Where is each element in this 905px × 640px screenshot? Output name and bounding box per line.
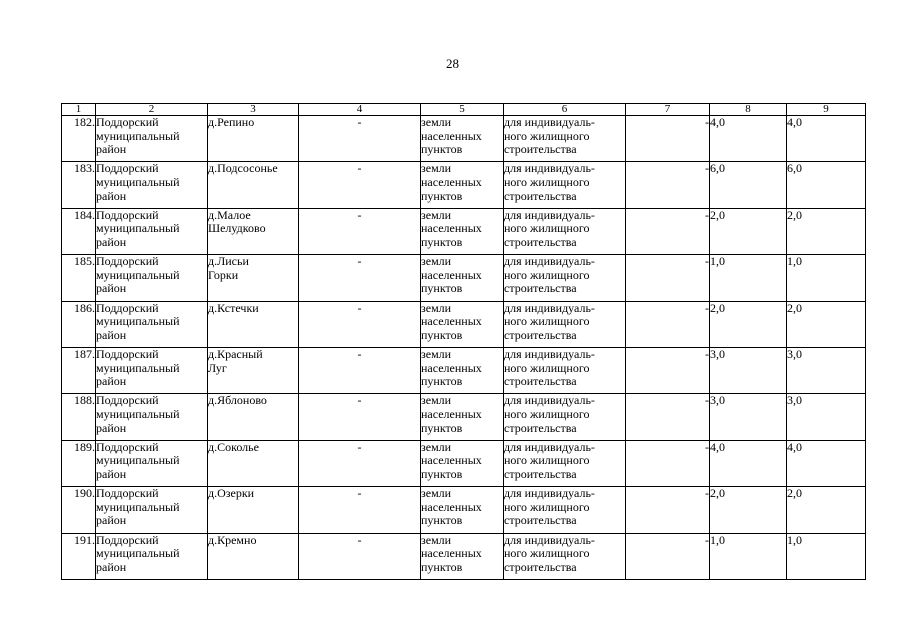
district-line: муниципальный [96, 221, 180, 236]
header-cell: 3 [208, 104, 299, 116]
settlement-cell [208, 347, 299, 393]
land-allocation-table [61, 103, 866, 580]
permitted-use-cell [504, 440, 626, 486]
table-row [62, 301, 866, 347]
settlement-line: д.Соколье [208, 439, 259, 454]
table-row [62, 347, 866, 393]
district-cell [96, 208, 208, 254]
header-cell: 5 [421, 104, 504, 116]
category-line: населенных [421, 267, 482, 282]
column-8-value-cell: 6,0 [710, 162, 787, 208]
column-9-value-cell: 6,0 [787, 162, 866, 208]
district-cell [96, 116, 208, 162]
column-4-cell: - [299, 440, 421, 486]
district-line: муниципальный [96, 453, 180, 468]
district-line: район [96, 466, 127, 481]
land-category-cell [421, 301, 504, 347]
district-line: район [96, 559, 127, 574]
settlement-line: д.Подсосонье [208, 161, 278, 176]
table-row [62, 116, 866, 162]
settlement-cell [208, 487, 299, 533]
column-4-cell: - [299, 347, 421, 393]
category-line: населенных [421, 174, 482, 189]
district-line: район [96, 327, 127, 342]
category-line: населенных [421, 360, 482, 375]
header-cell: 4 [299, 104, 421, 116]
category-line: населенных [421, 453, 482, 468]
use-line: строительства [504, 327, 577, 342]
district-line: муниципальный [96, 499, 180, 514]
district-cell [96, 440, 208, 486]
category-line: земли [421, 300, 452, 315]
category-line: пунктов [421, 281, 463, 296]
column-4-cell: - [299, 533, 421, 579]
settlement-cell [208, 394, 299, 440]
category-line: пунктов [421, 188, 463, 203]
column-4-cell: - [299, 162, 421, 208]
category-line: земли [421, 393, 452, 408]
category-line: пунктов [421, 513, 463, 528]
column-9-value-cell: 2,0 [787, 487, 866, 533]
district-line: район [96, 281, 127, 296]
land-category-cell [421, 533, 504, 579]
district-line: муниципальный [96, 406, 180, 421]
column-9-value-cell: 1,0 [787, 255, 866, 301]
category-line: пунктов [421, 374, 463, 389]
column-7-cell: - [626, 347, 710, 393]
header-cell: 9 [787, 104, 866, 116]
column-4-cell: - [299, 301, 421, 347]
column-7-cell: - [626, 487, 710, 533]
column-7-cell: - [626, 255, 710, 301]
column-9-value-cell: 4,0 [787, 440, 866, 486]
table-row [62, 394, 866, 440]
table-row [62, 255, 866, 301]
category-line: населенных [421, 314, 482, 329]
table-row [62, 162, 866, 208]
table-row [62, 440, 866, 486]
column-number-header [62, 104, 866, 116]
district-line: район [96, 234, 127, 249]
use-line: строительства [504, 234, 577, 249]
district-line: район [96, 188, 127, 203]
district-cell [96, 533, 208, 579]
column-7-cell: - [626, 394, 710, 440]
category-line: земли [421, 115, 452, 129]
category-line: земли [421, 207, 452, 222]
row-number-cell: 183. [62, 162, 96, 208]
settlement-line: д.Малое [208, 207, 251, 222]
row-number-cell: 191. [62, 533, 96, 579]
column-7-cell: - [626, 116, 710, 162]
settlement-cell [208, 301, 299, 347]
row-number-cell: 188. [62, 394, 96, 440]
permitted-use-cell [504, 116, 626, 162]
district-cell [96, 301, 208, 347]
column-4-cell: - [299, 208, 421, 254]
use-line: для индивидуаль- [504, 532, 595, 547]
use-line: для индивидуаль- [504, 393, 595, 408]
use-line: строительства [504, 559, 577, 574]
district-line: Поддорский [96, 393, 159, 408]
district-cell [96, 394, 208, 440]
district-line: район [96, 513, 127, 528]
permitted-use-cell [504, 533, 626, 579]
column-8-value-cell: 1,0 [710, 255, 787, 301]
settlement-line: д.Озерки [208, 486, 255, 501]
column-8-value-cell: 1,0 [710, 533, 787, 579]
land-category-cell [421, 208, 504, 254]
row-number-cell: 186. [62, 301, 96, 347]
header-cell: 2 [96, 104, 208, 116]
district-line: район [96, 374, 127, 389]
use-line: строительства [504, 188, 577, 203]
category-line: земли [421, 532, 452, 547]
category-line: земли [421, 254, 452, 269]
use-line: ного жилищного [504, 314, 590, 329]
district-line: Поддорский [96, 439, 159, 454]
category-line: пунктов [421, 327, 463, 342]
land-category-cell [421, 440, 504, 486]
district-line: Поддорский [96, 532, 159, 547]
column-9-value-cell: 4,0 [787, 116, 866, 162]
use-line: ного жилищного [504, 499, 590, 514]
settlement-line: д.Репино [208, 115, 255, 129]
district-cell [96, 487, 208, 533]
column-4-cell: - [299, 394, 421, 440]
category-line: земли [421, 346, 452, 361]
settlement-line: д.Яблоново [208, 393, 267, 408]
row-number-cell: 190. [62, 487, 96, 533]
settlement-line: Горки [208, 267, 239, 282]
district-line: муниципальный [96, 314, 180, 329]
use-line: ного жилищного [504, 221, 590, 236]
category-line: населенных [421, 406, 482, 421]
permitted-use-cell [504, 487, 626, 533]
row-number-cell: 187. [62, 347, 96, 393]
settlement-line: д.Красный [208, 346, 263, 361]
row-number-cell: 185. [62, 255, 96, 301]
use-line: ного жилищного [504, 406, 590, 421]
category-line: пунктов [421, 142, 463, 157]
use-line: для индивидуаль- [504, 207, 595, 222]
permitted-use-cell [504, 347, 626, 393]
column-7-cell: - [626, 440, 710, 486]
category-line: пунктов [421, 420, 463, 435]
land-category-cell [421, 162, 504, 208]
column-8-value-cell: 4,0 [710, 440, 787, 486]
header-cell: 8 [710, 104, 787, 116]
settlement-line: Шелудково [208, 221, 266, 236]
category-line: пунктов [421, 559, 463, 574]
land-category-cell [421, 116, 504, 162]
use-line: для индивидуаль- [504, 161, 595, 176]
column-8-value-cell: 2,0 [710, 487, 787, 533]
row-number-cell: 189. [62, 440, 96, 486]
column-7-cell: - [626, 162, 710, 208]
category-line: населенных [421, 221, 482, 236]
header-cell: 7 [626, 104, 710, 116]
use-line: для индивидуаль- [504, 439, 595, 454]
column-4-cell: - [299, 116, 421, 162]
district-cell [96, 347, 208, 393]
land-category-cell [421, 394, 504, 440]
use-line: для индивидуаль- [504, 254, 595, 269]
column-4-cell: - [299, 255, 421, 301]
permitted-use-cell [504, 301, 626, 347]
permitted-use-cell [504, 162, 626, 208]
column-9-value-cell: 1,0 [787, 533, 866, 579]
row-number-cell: 182. [62, 116, 96, 162]
use-line: ного жилищного [504, 267, 590, 282]
district-line: район [96, 420, 127, 435]
district-line: Поддорский [96, 115, 159, 129]
use-line: ного жилищного [504, 453, 590, 468]
district-line: муниципальный [96, 267, 180, 282]
use-line: строительства [504, 513, 577, 528]
column-8-value-cell: 3,0 [710, 394, 787, 440]
column-7-cell: - [626, 208, 710, 254]
use-line: строительства [504, 281, 577, 296]
column-8-value-cell: 2,0 [710, 208, 787, 254]
category-line: населенных [421, 546, 482, 561]
permitted-use-cell [504, 255, 626, 301]
district-line: Поддорский [96, 161, 159, 176]
page-number: 28 [446, 56, 459, 71]
header-cell: 1 [62, 104, 96, 116]
category-line: населенных [421, 128, 482, 143]
settlement-cell [208, 116, 299, 162]
use-line: ного жилищного [504, 546, 590, 561]
settlement-line: д.Лисьи [208, 254, 249, 269]
table-row [62, 487, 866, 533]
district-line: Поддорский [96, 254, 159, 269]
permitted-use-cell [504, 208, 626, 254]
header-cell: 6 [504, 104, 626, 116]
district-line: Поддорский [96, 207, 159, 222]
use-line: для индивидуаль- [504, 486, 595, 501]
column-8-value-cell: 4,0 [710, 116, 787, 162]
use-line: строительства [504, 420, 577, 435]
settlement-cell [208, 162, 299, 208]
permitted-use-cell [504, 394, 626, 440]
column-9-value-cell: 2,0 [787, 208, 866, 254]
use-line: для индивидуаль- [504, 346, 595, 361]
district-line: Поддорский [96, 346, 159, 361]
category-line: земли [421, 439, 452, 454]
column-9-value-cell: 3,0 [787, 347, 866, 393]
column-8-value-cell: 2,0 [710, 301, 787, 347]
settlement-line: д.Кремно [208, 532, 257, 547]
use-line: строительства [504, 142, 577, 157]
settlement-cell [208, 533, 299, 579]
district-line: Поддорский [96, 486, 159, 501]
district-line: район [96, 142, 127, 157]
use-line: строительства [504, 374, 577, 389]
column-9-value-cell: 3,0 [787, 394, 866, 440]
settlement-cell [208, 440, 299, 486]
use-line: ного жилищного [504, 128, 590, 143]
district-line: муниципальный [96, 546, 180, 561]
district-line: Поддорский [96, 300, 159, 315]
land-category-cell [421, 255, 504, 301]
category-line: земли [421, 161, 452, 176]
use-line: строительства [504, 466, 577, 481]
category-line: пунктов [421, 466, 463, 481]
use-line: ного жилищного [504, 360, 590, 375]
column-7-cell: - [626, 301, 710, 347]
column-7-cell: - [626, 533, 710, 579]
column-9-value-cell: 2,0 [787, 301, 866, 347]
category-line: земли [421, 486, 452, 501]
row-number-cell: 184. [62, 208, 96, 254]
category-line: пунктов [421, 234, 463, 249]
use-line: ного жилищного [504, 174, 590, 189]
category-line: населенных [421, 499, 482, 514]
district-cell [96, 162, 208, 208]
district-cell [96, 255, 208, 301]
settlement-line: д.Кстечки [208, 300, 259, 315]
column-4-cell: - [299, 487, 421, 533]
land-category-cell [421, 487, 504, 533]
district-line: муниципальный [96, 360, 180, 375]
table-row [62, 533, 866, 579]
settlement-line: Луг [208, 360, 227, 375]
settlement-cell [208, 255, 299, 301]
land-category-cell [421, 347, 504, 393]
district-line: муниципальный [96, 128, 180, 143]
use-line: для индивидуаль- [504, 115, 595, 129]
settlement-cell [208, 208, 299, 254]
use-line: для индивидуаль- [504, 300, 595, 315]
district-line: муниципальный [96, 174, 180, 189]
column-8-value-cell: 3,0 [710, 347, 787, 393]
table-row [62, 208, 866, 254]
